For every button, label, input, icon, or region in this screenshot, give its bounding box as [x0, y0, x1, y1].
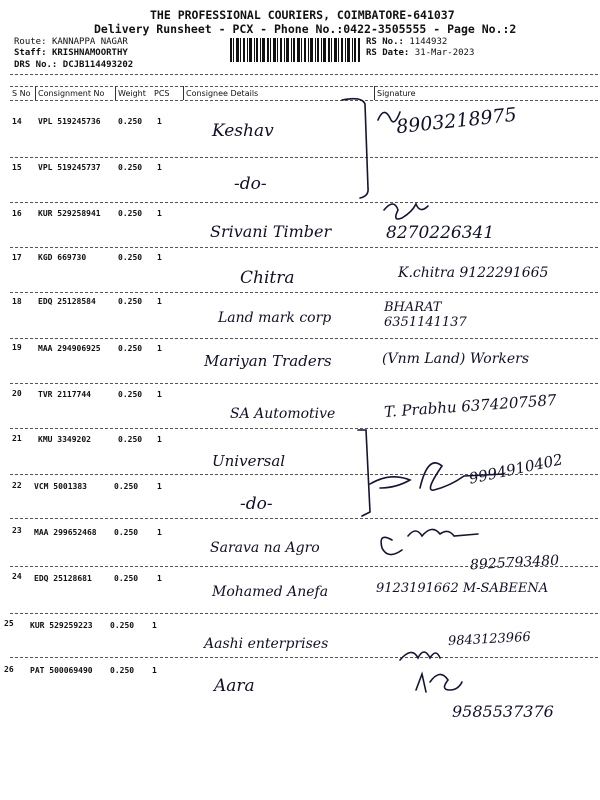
- rs-no-line: [366, 37, 447, 47]
- row-pcs: 1: [157, 297, 162, 306]
- row-pcs: 1: [157, 209, 162, 218]
- row-signature-handwritten: 9843123966: [447, 629, 532, 650]
- row-consignment-no: VPL 519245736: [38, 117, 101, 126]
- row-consignment-no: EDQ 25128681: [34, 574, 92, 583]
- row-separator: [10, 157, 598, 158]
- row-signature-handwritten: 9123191662 M-SABEENA: [376, 581, 549, 596]
- row-weight: 0.250: [118, 253, 143, 262]
- row-consignee-handwritten: Aara: [214, 676, 255, 696]
- column-header-consignment: Consignment No: [38, 89, 105, 98]
- row-sno: 24: [12, 572, 22, 581]
- row-separator: [10, 292, 598, 293]
- row-separator: [10, 566, 598, 567]
- route-label: Route:: [14, 37, 47, 47]
- signature-scribble: [370, 477, 410, 488]
- rs-date-line: [366, 48, 474, 58]
- drs-label: DRS No.:: [14, 60, 58, 70]
- row-sno: 18: [12, 297, 22, 306]
- signature-scribble: [381, 529, 478, 554]
- bracket-mark: [358, 430, 370, 516]
- row-signature-handwritten: 8925793480: [469, 552, 560, 574]
- staff-value: KRISHNAMOORTHY: [51, 48, 128, 58]
- row-pcs: 1: [157, 117, 162, 126]
- row-consignee-handwritten: Srivani Timber: [210, 222, 332, 241]
- row-weight: 0.250: [114, 528, 139, 537]
- row-consignee-handwritten: Mohamed Anefa: [212, 584, 329, 600]
- column-divider: [183, 86, 184, 100]
- row-weight: 0.250: [118, 390, 143, 399]
- route-value: KANNAPPA NAGAR: [51, 37, 128, 47]
- row-consignee-handwritten: Keshav: [212, 121, 274, 141]
- signature-scribble: [400, 652, 440, 660]
- row-pcs: 1: [157, 390, 162, 399]
- row-pcs: 1: [157, 163, 162, 172]
- row-separator: [10, 247, 598, 248]
- row-sno: 21: [12, 434, 22, 443]
- row-consignment-no: MAA 294906925: [38, 344, 101, 353]
- row-signature-handwritten: 9585537376: [452, 702, 554, 721]
- row-sno: 20: [12, 389, 22, 398]
- column-header-sno: S No: [12, 89, 31, 98]
- row-separator: [10, 202, 598, 203]
- row-consignee-handwritten: -do-: [234, 174, 267, 194]
- row-consignee-handwritten: Aashi enterprises: [204, 636, 329, 652]
- staff-line: [14, 48, 128, 58]
- row-weight: 0.250: [118, 297, 143, 306]
- row-signature-handwritten: K.chitra 9122291665: [398, 265, 549, 281]
- row-pcs: 1: [157, 528, 162, 537]
- row-consignment-no: KUR 529258941: [38, 209, 101, 218]
- row-consignment-no: PAT 500069490: [30, 666, 93, 675]
- column-header-signature: Signature: [377, 89, 416, 98]
- document-subtitle: Delivery Runsheet - PCX - Phone No.:0422-3505555 - Page No.:2: [94, 22, 517, 36]
- row-signature-handwritten: (Vnm Land) Workers: [382, 351, 530, 367]
- row-separator: [10, 338, 598, 339]
- row-consignment-no: VPL 519245737: [38, 163, 101, 172]
- row-pcs: 1: [152, 621, 157, 630]
- column-header-consignee: Consignee Details: [186, 89, 259, 98]
- row-sno: 25: [4, 619, 14, 628]
- row-consignee-handwritten: -do-: [240, 494, 273, 514]
- table-top-line: [10, 86, 598, 87]
- row-consignment-no: KMU 3349202: [38, 435, 91, 444]
- row-separator: [10, 657, 598, 658]
- row-pcs: 1: [157, 435, 162, 444]
- row-weight: 0.250: [110, 666, 135, 675]
- column-divider: [374, 86, 375, 100]
- row-signature-handwritten: T. Prabhu 6374207587: [383, 390, 558, 421]
- row-pcs: 1: [157, 574, 162, 583]
- column-divider: [115, 86, 116, 100]
- rs-no-label: RS No.:: [366, 37, 404, 47]
- staff-label: Staff:: [14, 48, 47, 58]
- row-weight: 0.250: [114, 574, 139, 583]
- row-consignee-handwritten: Universal: [212, 452, 286, 470]
- row-sno: 16: [12, 209, 22, 218]
- row-consignment-no: KUR 529259223: [30, 621, 93, 630]
- row-sno: 26: [4, 665, 14, 674]
- signature-scribble: [416, 674, 462, 692]
- row-separator: [10, 383, 598, 384]
- row-weight: 0.250: [114, 482, 139, 491]
- barcode-image: [230, 38, 360, 62]
- rs-date-value: 31-Mar-2023: [414, 48, 475, 58]
- signature-scribble: [384, 204, 428, 219]
- row-sno: 15: [12, 163, 22, 172]
- row-pcs: 1: [157, 253, 162, 262]
- rs-no-value: 1144932: [409, 37, 448, 47]
- row-separator: [10, 613, 598, 614]
- row-separator: [10, 428, 598, 429]
- row-pcs: 1: [152, 666, 157, 675]
- row-sno: 23: [12, 526, 22, 535]
- row-consignee-handwritten: Mariyan Traders: [204, 352, 332, 370]
- row-weight: 0.250: [118, 117, 143, 126]
- row-weight: 0.250: [118, 344, 143, 353]
- row-consignee-handwritten: Sarava na Agro: [210, 540, 320, 556]
- row-separator: [10, 474, 598, 475]
- row-separator: [10, 518, 598, 519]
- row-consignee-handwritten: Chitra: [240, 268, 295, 288]
- row-pcs: 1: [157, 482, 162, 491]
- route-line: [14, 37, 128, 47]
- row-sno: 17: [12, 253, 22, 262]
- header-divider: [10, 74, 598, 75]
- drs-value: DCJB114493202: [62, 60, 134, 70]
- row-consignment-no: TVR 2117744: [38, 390, 91, 399]
- row-signature-handwritten: 8903218975: [395, 103, 518, 139]
- row-consignee-handwritten: Land mark corp: [218, 310, 332, 326]
- column-header-weight: Weight: [118, 89, 146, 98]
- row-signature-handwritten: 9994910402: [467, 450, 565, 488]
- row-consignment-no: MAA 299652468: [34, 528, 97, 537]
- column-header-pcs: PCS: [154, 89, 170, 98]
- row-sno: 22: [12, 481, 22, 490]
- row-weight: 0.250: [110, 621, 135, 630]
- row-consignment-no: VCM 5001383: [34, 482, 87, 491]
- row-weight: 0.250: [118, 209, 143, 218]
- row-consignment-no: KGD 669730: [38, 253, 87, 262]
- drs-line: [14, 60, 133, 70]
- row-consignee-handwritten: SA Automotive: [230, 406, 336, 422]
- row-sno: 14: [12, 117, 22, 126]
- row-sno: 19: [12, 343, 22, 352]
- column-divider: [35, 86, 36, 100]
- column-header-line: [10, 100, 598, 101]
- row-pcs: 1: [157, 344, 162, 353]
- row-signature-handwritten: BHARAT 6351141137: [384, 300, 467, 330]
- document-title: THE PROFESSIONAL COURIERS, COIMBATORE-641037: [150, 8, 455, 22]
- row-weight: 0.250: [118, 435, 143, 444]
- row-signature-handwritten: 8270226341: [386, 223, 495, 243]
- row-weight: 0.250: [118, 163, 143, 172]
- bracket-mark: [342, 99, 368, 198]
- row-consignment-no: EDQ 25128584: [38, 297, 96, 306]
- rs-date-label: RS Date:: [366, 48, 410, 58]
